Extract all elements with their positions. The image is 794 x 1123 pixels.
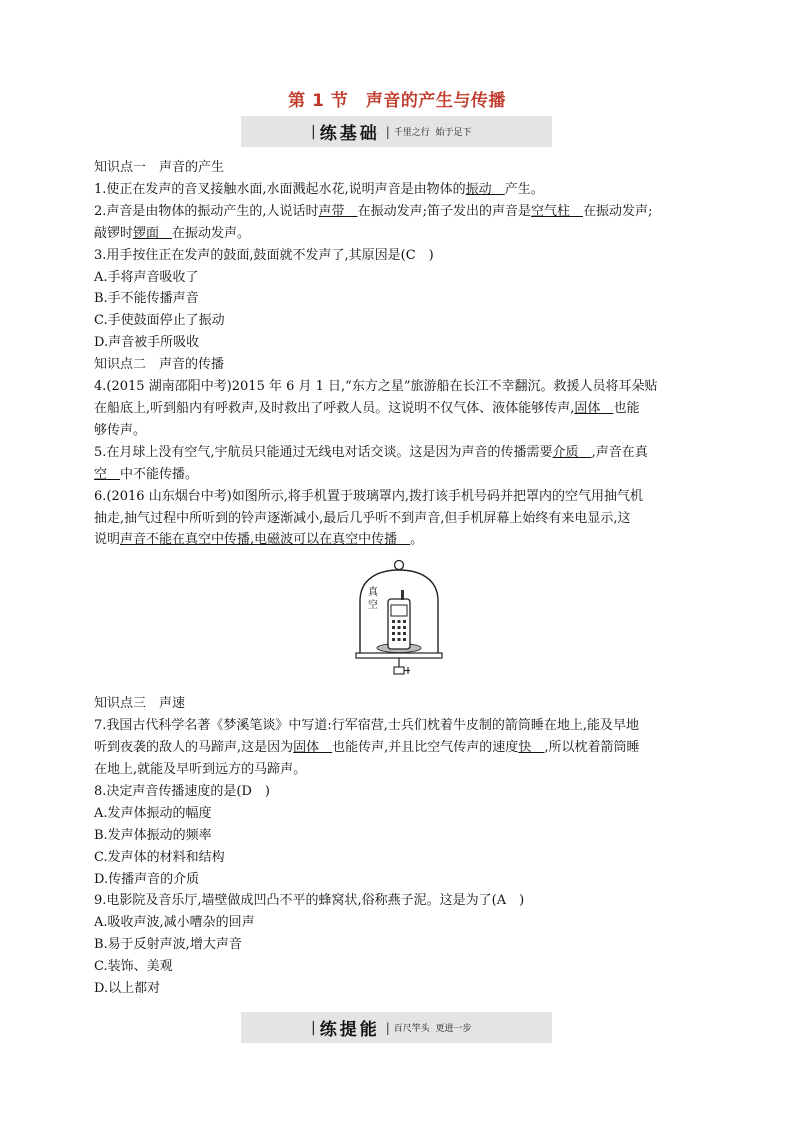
- vacuum-label-2: 空: [368, 600, 378, 612]
- question-9-option-b: B.易于反射声波,增大声音: [94, 937, 242, 953]
- q2-text-mid: 在振动发声;笛子发出的声音是: [357, 203, 531, 219]
- question-5-line-2: [94, 464, 704, 486]
- q5-text: 5.在月球上没有空气,宇航员只能通过无线电对话交谈。这是因为声音的传播需要: [94, 444, 553, 460]
- banner-bar: |: [311, 1019, 316, 1036]
- q2-text-mid2: 在振动发声;: [583, 203, 653, 219]
- question-content: [94, 157, 704, 1000]
- banner-motto: 百尺竿头 更进一步: [393, 1024, 472, 1034]
- question-3-option-a: A.手将声音吸收了: [94, 269, 199, 285]
- question-5-line-1: [94, 442, 704, 464]
- question-9-option-a: A.吸收声波,减小嘈杂的回声: [94, 915, 255, 931]
- q1-text-end: 产生。: [504, 181, 544, 197]
- q2-text: 2.声音是由物体的振动产生的,人说话时: [94, 203, 319, 219]
- question-2: [94, 201, 704, 223]
- question-7-line-3: 在地上,就能及早听到远方的马蹄声。: [94, 762, 307, 778]
- bell-jar-phone-illustration: [354, 557, 444, 679]
- question-6-line-3: [94, 529, 704, 551]
- question-6-line-1: 6.(2016 山东烟台中考)如图所示,将手机置于玻璃罩内,拨打该手机号码并把罩内的空气用抽气机: [94, 488, 644, 504]
- question-7-line-2: [94, 737, 704, 759]
- question-2-cont: [94, 223, 704, 245]
- banner-title: 练基础: [319, 124, 380, 144]
- q5-answer-2: 空: [94, 466, 108, 482]
- q2-text-end: 在振动发声。: [172, 225, 251, 241]
- q6-text: 说明: [94, 532, 121, 548]
- question-3-option-c: C.手使鼓面停止了振动: [94, 313, 225, 329]
- question-4-line-3: 够传声。: [94, 422, 147, 438]
- q2-text-2: 敲锣时: [94, 225, 134, 241]
- q1-text: 1.使正在发声的音叉接触水面,水面溅起水花,说明声音是由物体的: [94, 181, 466, 197]
- question-7-line-1: 7.我国古代科学名著《梦溪笔谈》中写道:行军宿营,士兵们枕着牛皮制的箭筒睡在地上,能及早地: [94, 718, 640, 734]
- knowledge-point-1: 知识点一 声音的产生: [94, 160, 225, 175]
- q2-answer-2: 空气柱: [530, 203, 570, 219]
- knowledge-point-3: 知识点三 声速: [94, 696, 186, 712]
- page-title: 第 1 节 声音的产生与传播: [288, 91, 506, 111]
- banner-separator: |: [385, 1020, 390, 1035]
- q5-answer-1: 介质: [552, 444, 579, 460]
- question-3-stem: 3.用手按住正在发声的鼓面,鼓面就不发声了,其原因是(C ): [94, 247, 434, 263]
- question-3-option-b: B.手不能传播声音: [94, 291, 199, 307]
- question-8-option-b: B.发声体振动的频率: [94, 827, 212, 843]
- section-banner-advanced: [241, 1012, 552, 1043]
- q2-answer-3: 锣面: [133, 225, 160, 241]
- question-6-line-2: 抽走,抽气过程中所听到的铃声逐渐减小,最后几乎听不到声音,但手机屏幕上始终有来电显示,这: [94, 510, 631, 526]
- question-8-option-a: A.发声体振动的幅度: [94, 805, 212, 821]
- q6-answer: 声音不能在真空中传播,电磁波可以在真空中传播: [120, 532, 398, 548]
- banner-title: 练提能: [319, 1020, 380, 1040]
- question-9-stem: 9.电影院及音乐厅,墙壁做成凹凸不平的蜂窝状,俗称燕子泥。这是为了(A ): [94, 893, 525, 909]
- banner-bar: |: [311, 123, 316, 140]
- knowledge-point-2: 知识点二 声音的传播: [94, 357, 225, 373]
- q4-answer: 固体: [574, 400, 601, 416]
- bell-jar-figure: [94, 557, 704, 679]
- vacuum-label-1: 真: [368, 587, 378, 599]
- question-9-option-d: D.以上都对: [94, 981, 161, 997]
- q7-answer-1: 固体: [293, 740, 320, 756]
- q7-text-mid2: ,所以枕着箭筒睡: [544, 740, 640, 756]
- question-3-option-d: D.声音被手所吸收: [94, 335, 200, 351]
- question-4-line-2: [94, 398, 704, 420]
- q7-text-mid: 也能传声,并且比空气传声的速度: [332, 740, 519, 756]
- question-8-option-d: D.传播声音的介质: [94, 871, 200, 887]
- question-4-line-1: 4.(2015 湖南邵阳中考)2015 年 6 月 1 日,“东方之星”旅游船在长江不幸翻沉。救援人员将耳朵贴: [94, 379, 658, 395]
- q2-answer-1: 声带: [318, 203, 345, 219]
- question-1: [94, 179, 704, 201]
- q7-answer-2: 快: [518, 740, 532, 756]
- q5-text-mid: ,声音在真: [591, 444, 648, 460]
- q5-text-end: 中不能传播。: [120, 466, 199, 482]
- q7-text: 听到夜袭的敌人的马蹄声,这是因为: [94, 740, 294, 756]
- question-9-option-c: C.装饰、美观: [94, 959, 173, 975]
- banner-motto: 千里之行 始于足下: [393, 128, 472, 138]
- q4-text: 在船底上,听到船内有呼救声,及时救出了呼救人员。这说明不仅气体、液体能够传声,: [94, 400, 575, 416]
- section-banner-basic: [241, 116, 552, 147]
- banner-separator: |: [385, 124, 390, 139]
- q6-text-end: 。: [410, 532, 424, 548]
- q4-text-end: 也能: [613, 400, 640, 416]
- question-8-stem: 8.决定声音传播速度的是(D ): [94, 783, 270, 799]
- question-8-option-c: C.发声体的材料和结构: [94, 849, 225, 865]
- q1-answer: 振动: [465, 181, 492, 197]
